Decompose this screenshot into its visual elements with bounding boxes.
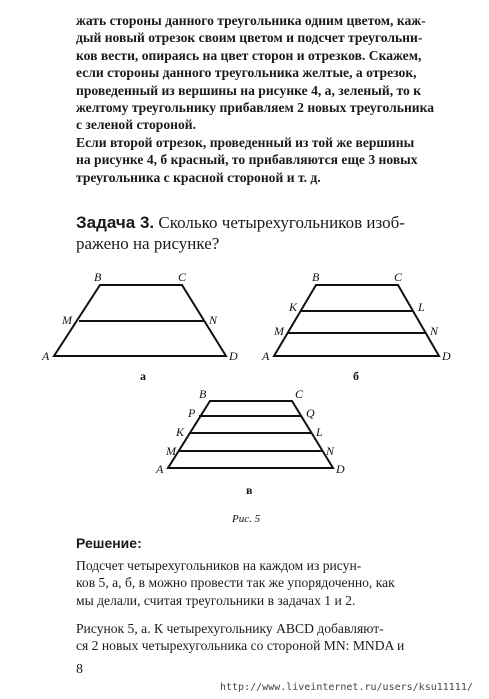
trapezoid-b-outline (274, 285, 439, 356)
intro-line: Если второй отрезок, проведенный из той же вершины (76, 134, 415, 150)
vertex-label-a-N: N (209, 313, 218, 327)
intro-line: если стороны данного треугольника желтые, а отрезок, (76, 65, 417, 81)
vertex-label-c-B: B (199, 387, 207, 401)
intro-line: треугольника с красной стороной и т. д. (76, 169, 321, 185)
analysis-line: Рисунок 5, а. К четырехугольнику ABCD добавляют- (76, 621, 384, 636)
vertex-label-b-L: L (418, 300, 425, 314)
figure-caption: Рис. 5 (232, 513, 261, 525)
solution-line: ков 5, а, б, в можно провести так же упорядоченно, как (76, 575, 395, 591)
intro-line: желтому треугольнику прибавляем 2 новых треугольника (76, 100, 435, 116)
task-number: Задача 3. (76, 213, 155, 232)
vertex-label-a-A: A (42, 349, 50, 363)
vertex-label-b-K: K (289, 300, 298, 314)
vertex-label-b-C: C (394, 270, 403, 284)
solution-heading: Решение: (76, 535, 142, 551)
figure-a-analysis (76, 620, 454, 655)
figure-b-sublabel: б (353, 369, 359, 383)
vertex-label-c-M: M (166, 444, 176, 458)
vertex-label-c-L: L (316, 425, 323, 439)
solution-line: мы делали, считая треугольники в задачах 1 и 2. (76, 592, 356, 608)
intro-line: на рисунке 4, б красный, то прибавляются еще 3 новых (76, 152, 418, 168)
intro-line: ков вести, опираясь на цвет сторон и отрезков. Скажем, (76, 47, 422, 63)
vertex-label-c-C: C (295, 387, 304, 401)
analysis-line: ся 2 новых четырехугольника со стороной MN: MNDA и (76, 638, 405, 654)
vertex-label-c-D: D (336, 462, 345, 476)
intro-line: дый новый отрезок своим цветом и подсчет треугольни- (76, 30, 423, 46)
vertex-label-c-A: A (156, 462, 164, 476)
figure-c-sublabel: в (246, 483, 253, 497)
intro-line: проведенный из вершины на рисунке 4, а, зеленый, то к (76, 82, 422, 98)
vertex-label-b-A: A (262, 349, 270, 363)
vertex-label-a-C: C (178, 270, 187, 284)
figure-a-sublabel: а (140, 369, 146, 383)
vertex-label-a-D: D (229, 349, 238, 363)
intro-line: жать стороны данного треугольника одним цветом, каж- (76, 13, 426, 28)
watermark-url: http://www.liveinternet.ru/users/ksu11111/ (220, 682, 473, 693)
vertex-label-c-N: N (326, 444, 335, 458)
page-number: 8 (76, 662, 83, 677)
vertex-label-c-K: K (176, 425, 185, 439)
vertex-label-b-N: N (430, 324, 439, 338)
solution-line: Подсчет четырехугольников на каждом из рисун- (76, 558, 362, 573)
vertex-label-c-P: P (188, 406, 196, 420)
vertex-label-a-M: M (62, 313, 72, 327)
solution-paragraph (76, 557, 454, 609)
vertex-label-b-B: B (312, 270, 320, 284)
vertex-label-b-M: M (274, 324, 284, 338)
vertex-label-c-Q: Q (306, 406, 315, 420)
vertex-label-a-B: B (94, 270, 102, 284)
task-text-line1: Сколько четырехугольников изоб- (158, 213, 405, 232)
vertex-label-b-D: D (442, 349, 451, 363)
task-text-line2: ражено на рисунке? (76, 234, 220, 253)
intro-line: с зеленой стороной. (76, 117, 196, 133)
